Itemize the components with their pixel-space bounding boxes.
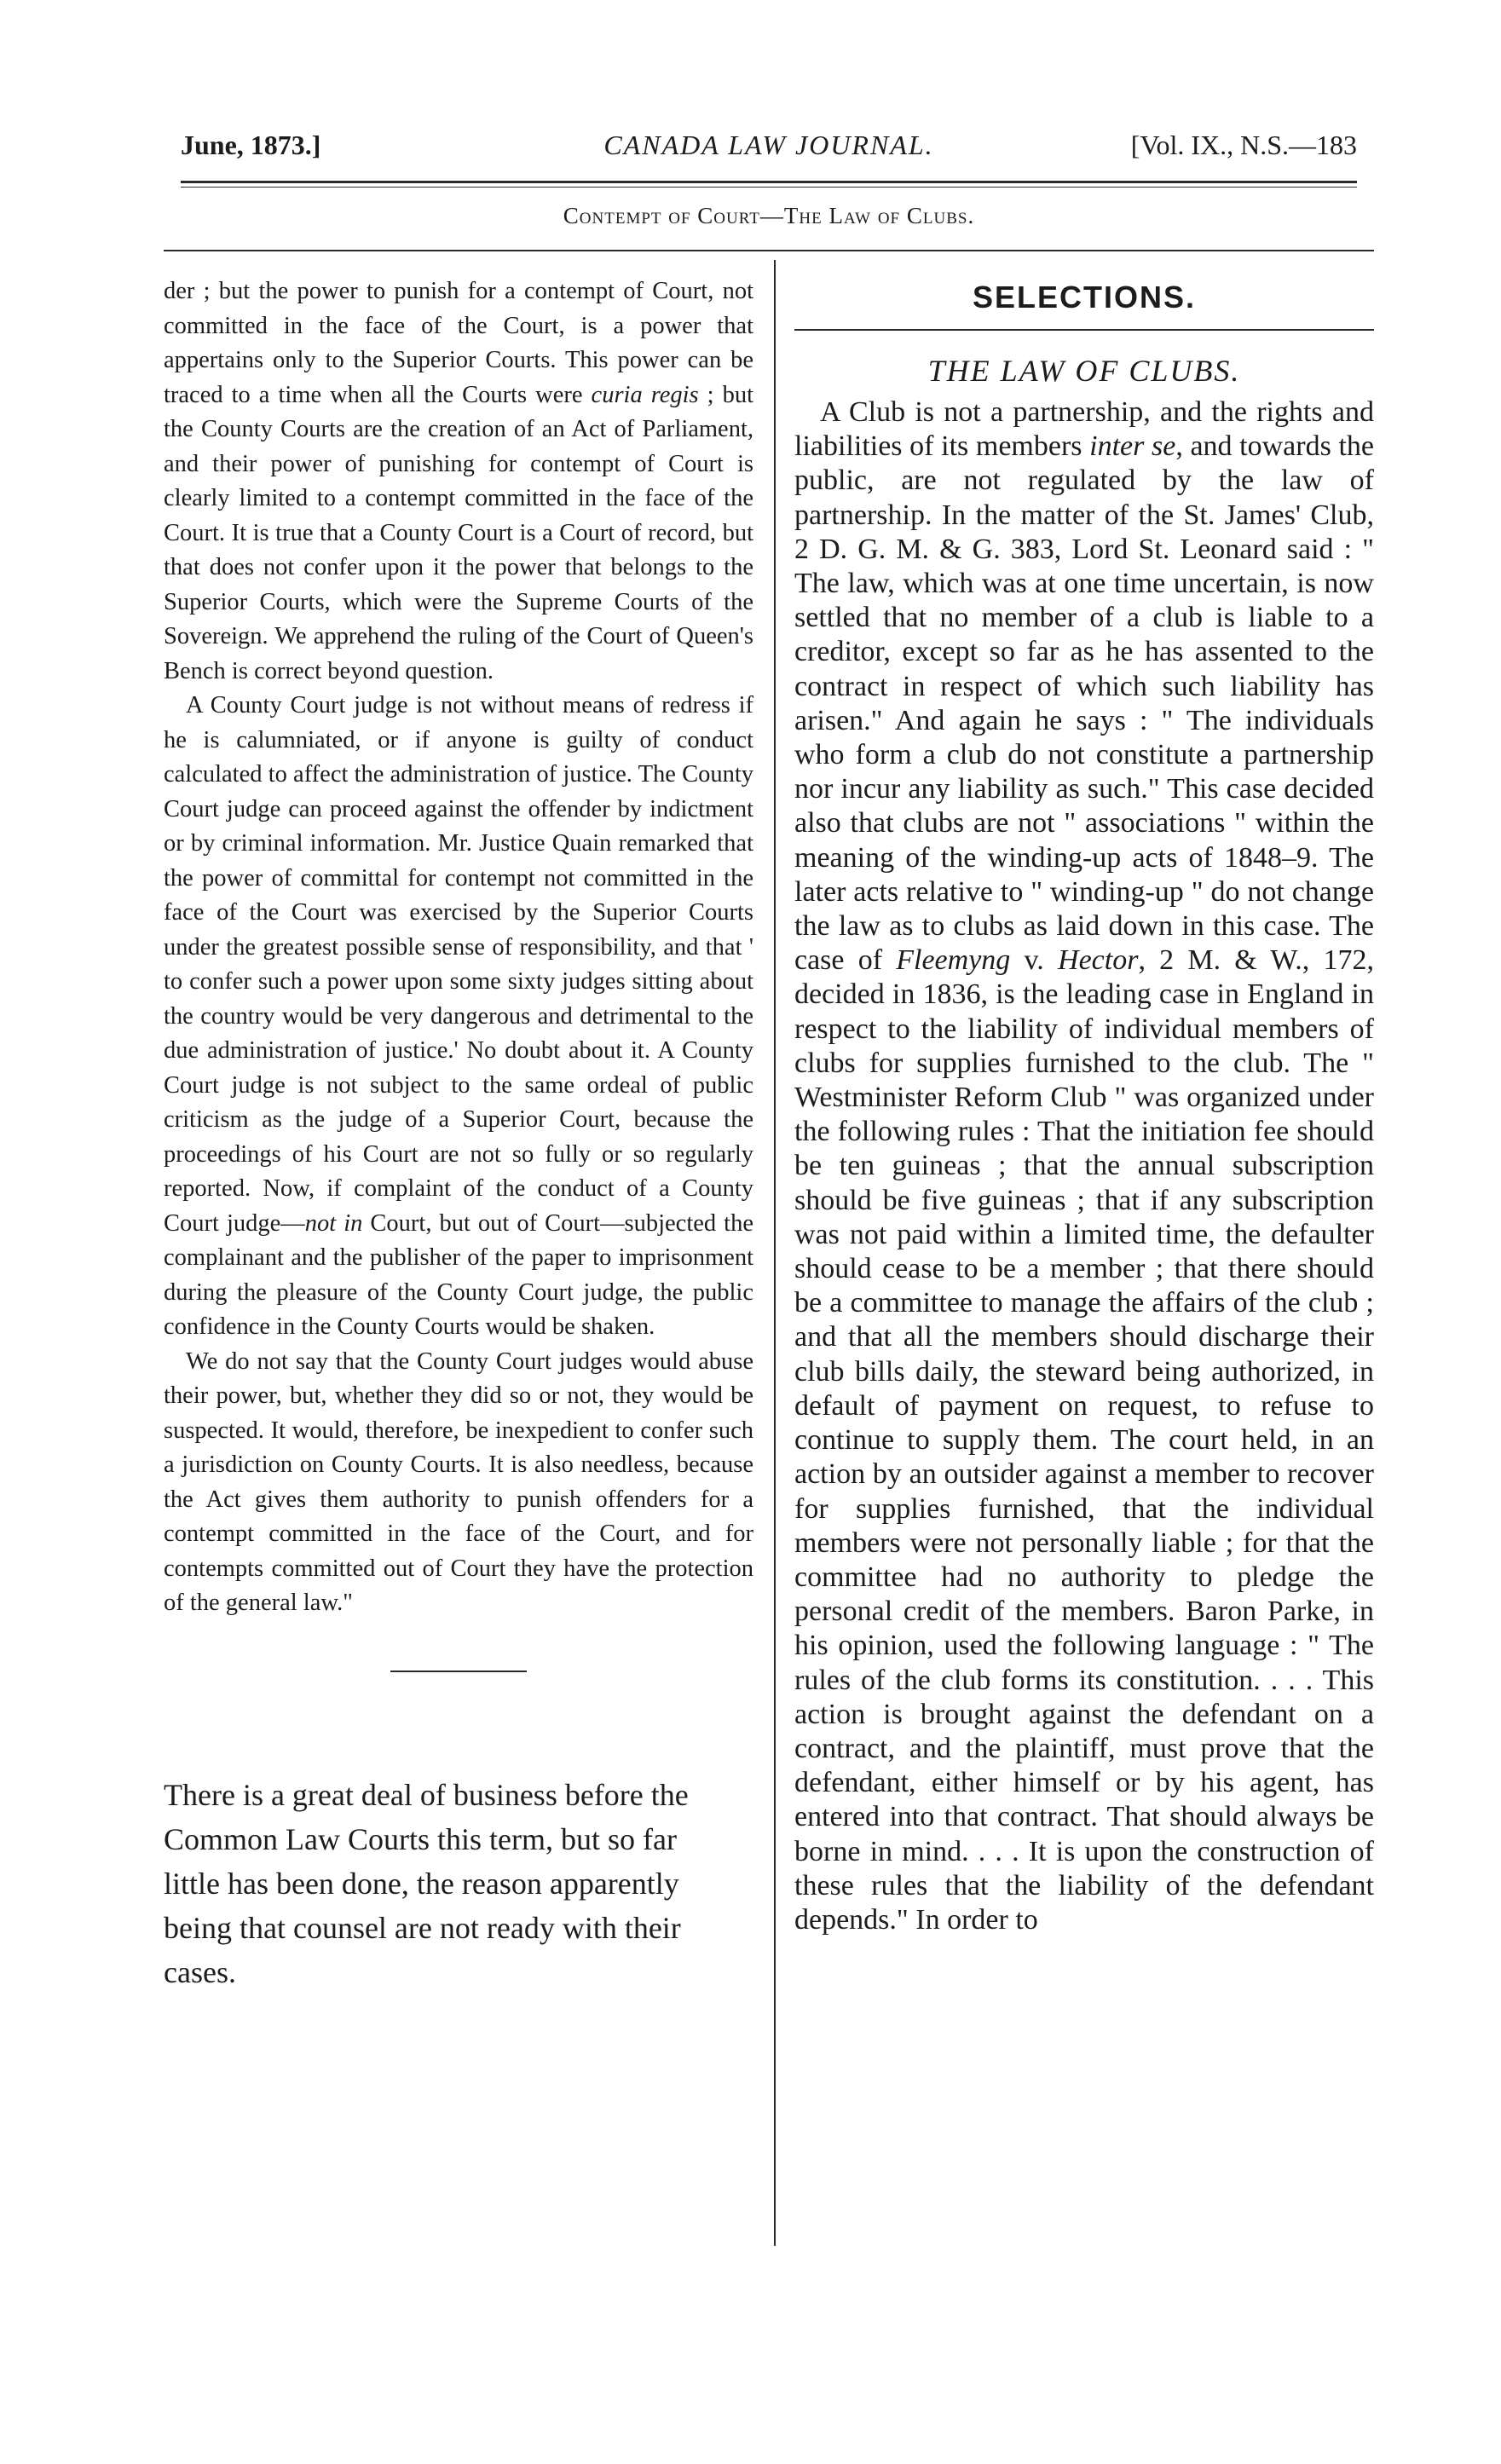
contempt-paragraph-2: A County Court judge is not without means of redress if he is calumniated, or if anyone is guilty of conduct calculated to affect the administration of justice. The County Court judge can proceed against the offender by indictment or by criminal information. Mr. Justice Quain remarked that the power of committal for contempt not committed in the face of the Court was exercised by the Superior Courts under the greatest possible sense of responsibility, and that ' to confer such a power upon some sixty judges sitting about the country would be very dangerous and detrimental to the due administration of justice.' No doubt about it. A County Court judge is not subject to the same ordeal of public criticism as the judge of a Superior Court, because the proceedings of his Court are not so fully or so regularly reported. Now, if complaint of the conduct of a County Court judge—not in Court, but out of Court—subjected the complainant and the publisher of the paper to imprisonment during the pleasure of the County Court judge, the public confidence in the County Courts would be shaken. bbox=[164, 692, 753, 1340]
article-title: THE LAW OF CLUBS. bbox=[927, 354, 1241, 388]
column-divider bbox=[774, 260, 776, 2246]
header-rule-bottom bbox=[181, 187, 1357, 188]
separator-rule bbox=[390, 1671, 527, 1672]
volume-page-number: [Vol. IX., N.S.—183 bbox=[1130, 130, 1357, 160]
section-heading: Contempt of Court—The Law of Clubs. bbox=[563, 203, 975, 228]
journal-title: CANADA LAW JOURNAL. bbox=[603, 130, 934, 160]
left-column bbox=[164, 274, 753, 1994]
selections-rule bbox=[794, 329, 1374, 331]
court-business-note: There is a great deal of business before the Common Law Courts this term, but so far little has been done, the reason apparently being that counsel are not ready with their cases. bbox=[164, 1777, 689, 1989]
running-header bbox=[181, 130, 1357, 172]
right-column bbox=[794, 274, 1374, 1937]
law-of-clubs-body: A Club is not a partnership, and the rights and liabilities of its members inter se, and towards the public, are not regulated by the law of partnership. In the matter of the St. James' Club, 2 D. G. M. & G. 383, Lord St. Leonard said : " The law, which was at one time uncertain, is now settled that no member of a club is liable to a creditor, except so far as he has assented to the contract in respect of which such liability has arisen." And again he says : " The individuals who form a club do not constitute a partnership nor incur any liability as such." This case decided also that clubs are not " associations " within the meaning of the winding-up acts of 1848–9. The later acts relative to " winding-up " do not change the law as to clubs as laid down in this case. The case of Fleemyng v. Hector, 2 M. & W., 172, decided in 1836, is the leading case in England in respect to the liability of individual members of clubs for supplies furnished to the club. The " Westminister Reform Club " was organized under the following rules : That the initiation fee should be ten guineas ; that the annual subscription should be five guineas ; that if any subscription was not paid within a limited time, the defaulter should cease to be a member ; that there should be a committee to manage the affairs of the club ; and that all the members should discharge their club bills daily, the steward being authorized, in default of payment on request, to refuse to continue to supply them. The court held, in an action by an outsider against a member to recover for supplies furnished, that the individual members were not personally liable ; for that the committee had no authority to pledge the personal credit of the members. Baron Parke, in his opinion, used the following language : " The rules of the club forms its constitution. . . . This action is brought against the defendant on a contract, and the plaintiff, must prove that the defendant, either himself or by his agent, has entered into that contract. That should always be borne in mind. . . . It is upon the construction of these rules that the liability of the defendant depends." In order to bbox=[794, 396, 1375, 1936]
selections-heading: SELECTIONS. bbox=[972, 280, 1197, 314]
header-rule-top bbox=[181, 181, 1357, 183]
section-rule bbox=[164, 250, 1374, 251]
contempt-paragraph-3: We do not say that the County Court judges would abuse their power, but, whether they did so or not, they would be suspected. It would, therefore, be inexpedient to confer such a jurisdiction on County Courts. It is also needless, because the Act gives them authority to punish offenders for a contempt committed in the face of the Court, and for contempts committed out of Court they have the protection of the general law." bbox=[164, 1347, 753, 1616]
contempt-paragraph-1: der ; but the power to punish for a contempt of Court, not committed in the face of the Court, is a power that appertains only to the Superior Courts. This power can be traced to a time when all the Courts were curia regis ; but the County Courts are the creation of an Act of Parliament, and their power of punishing for contempt of Court is clearly limited to a contempt committed in the face of the Court. It is true that a County Court is a Court of record, but that does not confer upon it the power that belongs to the Superior Courts, which were the Supreme Courts of the Sovereign. We apprehend the ruling of the Court of Queen's Bench is correct beyond question. bbox=[164, 278, 754, 684]
issue-date: June, 1873.] bbox=[181, 130, 321, 160]
